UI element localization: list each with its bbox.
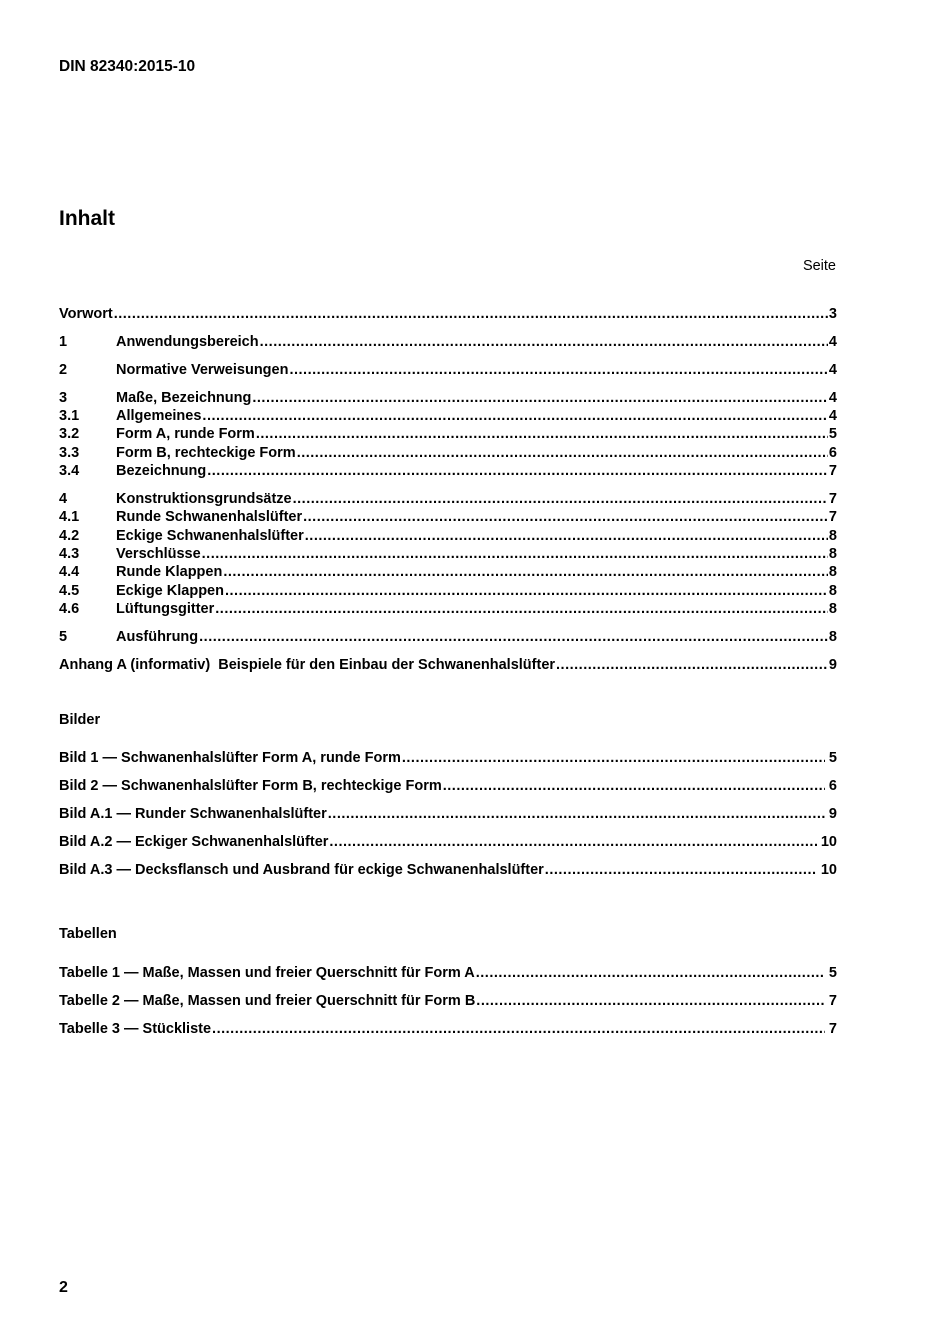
page-title: Inhalt [59, 207, 115, 230]
toc-entry-label: Maße, Bezeichnung [116, 390, 252, 406]
leader-dots [545, 861, 817, 879]
toc-entry-4-5[interactable] [59, 582, 837, 600]
toc-entry-1[interactable] [59, 333, 837, 351]
toc-entry-label: Vorwort [59, 306, 113, 322]
toc-entry-3[interactable] [59, 389, 837, 407]
toc-entry-4-6[interactable] [59, 600, 837, 618]
toc-entry-3-3[interactable] [59, 444, 837, 462]
toc-entry-label: Anhang A (informativ) Beispiele für den Einbau der Schwanenhalslüfter [59, 657, 556, 673]
figure-entry-label: Bild A.2 — Eckiger Schwanenhalslüfter [59, 834, 329, 850]
toc-entry-label: Eckige Schwanenhalslüfter [116, 528, 304, 544]
toc-entry-page: 9 [828, 657, 837, 673]
toc-entry-label: Allgemeines [116, 408, 202, 424]
leader-dots [476, 964, 825, 982]
toc-entry-label: Runde Klappen [116, 564, 223, 580]
leader-dots [293, 490, 828, 508]
toc-entry-page: 8 [828, 546, 837, 562]
figure-entry-page: 9 [828, 806, 837, 822]
table-entry-label: Tabelle 3 — Stückliste [59, 1021, 212, 1037]
figure-entry-page: 10 [820, 834, 837, 850]
toc-entry-page: 4 [828, 408, 837, 424]
table-entry[interactable] [59, 1020, 837, 1038]
toc-entry-number: 3.3 [59, 445, 80, 461]
toc-entry-number: 3.2 [59, 426, 80, 442]
toc-entry-number: 3.4 [59, 463, 80, 479]
table-entry-page: 7 [828, 1021, 837, 1037]
leader-dots [297, 444, 828, 462]
toc-entry-number: 3.1 [59, 408, 80, 424]
toc-entry-page: 7 [828, 491, 837, 507]
toc-entry-number: 4.4 [59, 564, 80, 580]
toc-entry-number: 4.5 [59, 583, 80, 599]
leader-dots [202, 407, 828, 425]
toc-entry-number: 3 [59, 390, 68, 406]
toc-entry-label: Verschlüsse [116, 546, 201, 562]
leader-dots [289, 361, 827, 379]
toc-entry-label: Form B, rechteckige Form [116, 445, 296, 461]
figure-entry-label: Bild A.3 — Decksflansch und Ausbrand für eckige Schwanenhalslüfter [59, 862, 544, 878]
toc-entry-number: 4.1 [59, 509, 80, 525]
page-number: 2 [59, 1279, 68, 1296]
leader-dots [223, 563, 828, 581]
toc-entry-number: 4.6 [59, 601, 80, 617]
toc-entry-label: Ausführung [116, 629, 199, 645]
toc-entry-number: 2 [59, 362, 68, 378]
table-entry-page: 7 [828, 993, 837, 1009]
table-entry-label: Tabelle 1 — Maße, Massen und freier Querschnitt für Form A [59, 965, 475, 981]
table-entry[interactable] [59, 992, 837, 1010]
toc-entry-4-4[interactable] [59, 563, 837, 581]
figure-entry-page: 6 [828, 778, 837, 794]
toc-entry-page: 8 [828, 629, 837, 645]
toc-entry-page: 5 [828, 426, 837, 442]
toc-entry-page: 8 [828, 583, 837, 599]
leader-dots [556, 656, 828, 674]
table-entry-label: Tabelle 2 — Maße, Massen und freier Querschnitt für Form B [59, 993, 476, 1009]
leader-dots [329, 833, 816, 851]
leader-dots [199, 628, 828, 646]
toc-entry-number: 1 [59, 334, 68, 350]
figure-entry-page: 5 [828, 750, 837, 766]
leader-dots [476, 992, 825, 1010]
document-code: DIN 82340:2015-10 [59, 58, 196, 75]
leader-dots [303, 508, 828, 526]
toc-entry-3-4[interactable] [59, 462, 837, 480]
toc-entry-page: 6 [828, 445, 837, 461]
toc-entry-label: Form A, runde Form [116, 426, 255, 442]
leader-dots [443, 777, 825, 795]
toc-entry-4[interactable] [59, 490, 837, 508]
toc-entry-3-1[interactable] [59, 407, 837, 425]
toc-entry-3-2[interactable] [59, 425, 837, 443]
figure-entry-label: Bild 1 — Schwanenhalslüfter Form A, runde Form [59, 750, 401, 766]
toc-entry-label: Normative Verweisungen [116, 362, 289, 378]
figure-entry[interactable] [59, 749, 837, 767]
toc-entry-4-1[interactable] [59, 508, 837, 526]
toc-entry-4-3[interactable] [59, 545, 837, 563]
figure-entry-label: Bild 2 — Schwanenhalslüfter Form B, rechteckige Form [59, 778, 442, 794]
leader-dots [402, 749, 825, 767]
toc-entry-number: 4.2 [59, 528, 80, 544]
figure-entry[interactable] [59, 861, 837, 879]
toc-entry-page: 4 [828, 362, 837, 378]
leader-dots [202, 545, 828, 563]
toc-entry-number: 4 [59, 491, 68, 507]
figure-entry[interactable] [59, 777, 837, 795]
tabellen-heading: Tabellen [59, 926, 117, 942]
leader-dots [114, 305, 828, 323]
leader-dots [212, 1020, 825, 1038]
toc-entry-page: 8 [828, 564, 837, 580]
figure-entry-page: 10 [820, 862, 837, 878]
table-entry[interactable] [59, 964, 837, 982]
leader-dots [252, 389, 828, 407]
page-column-label: Seite [802, 258, 836, 274]
figure-entry-label: Bild A.1 — Runder Schwanenhalslüfter [59, 806, 327, 822]
toc-entry-page: 4 [828, 390, 837, 406]
toc-entry-page: 4 [828, 334, 837, 350]
leader-dots [305, 527, 828, 545]
toc-entry-label: Konstruktionsgrundsätze [116, 491, 292, 507]
toc-entry-page: 8 [828, 528, 837, 544]
toc-entry-page: 7 [828, 463, 837, 479]
toc-entry-page: 3 [828, 306, 837, 322]
toc-entry-label: Anwendungsbereich [116, 334, 259, 350]
toc-entry-anhang-a[interactable] [59, 656, 837, 674]
leader-dots [260, 333, 828, 351]
toc-entry-number: 5 [59, 629, 68, 645]
toc-entry-label: Bezeichnung [116, 463, 207, 479]
leader-dots [256, 425, 828, 443]
toc-entry-4-2[interactable] [59, 527, 837, 545]
toc-entry-label: Eckige Klappen [116, 583, 224, 599]
leader-dots [215, 600, 828, 618]
figure-entry[interactable] [59, 833, 837, 851]
leader-dots [207, 462, 828, 480]
toc-entry-label: Runde Schwanenhalslüfter [116, 509, 303, 525]
leader-dots [328, 805, 825, 823]
toc-entry-number: 4.3 [59, 546, 80, 562]
toc-entry-page: 7 [828, 509, 837, 525]
toc-entry-2[interactable] [59, 361, 837, 379]
figure-entry[interactable] [59, 805, 837, 823]
toc-entry-5[interactable] [59, 628, 837, 646]
toc-entry-label: Lüftungsgitter [116, 601, 215, 617]
toc-entry-page: 8 [828, 601, 837, 617]
bilder-heading: Bilder [59, 712, 101, 728]
table-entry-page: 5 [828, 965, 837, 981]
toc-entry-vorwort[interactable] [59, 305, 837, 323]
leader-dots [225, 582, 828, 600]
